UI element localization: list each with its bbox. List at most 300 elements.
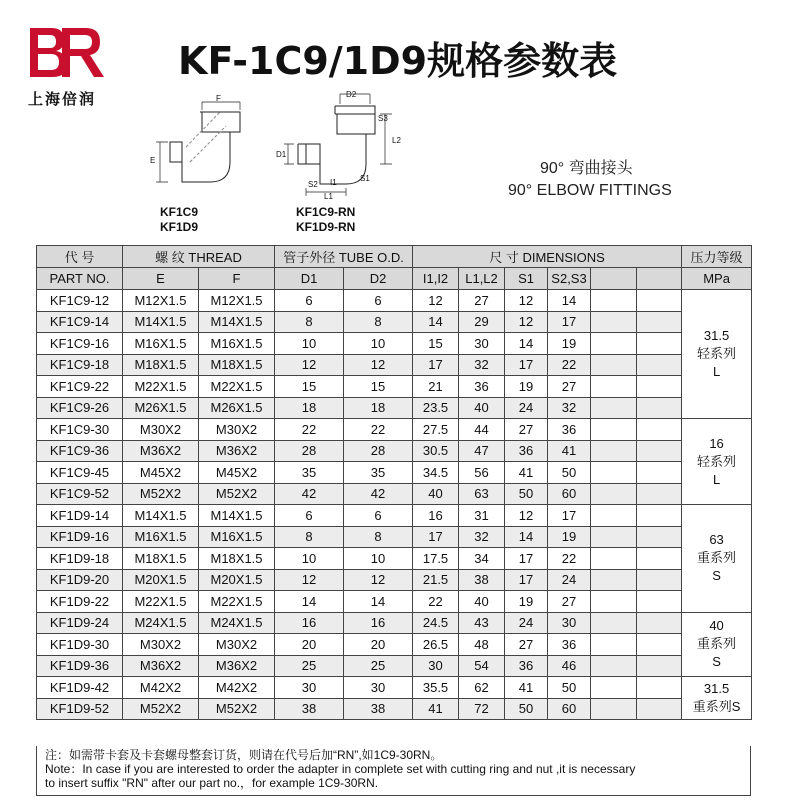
value-cell: 27: [548, 591, 591, 613]
page-title: KF-1C9/1D9规格参数表: [178, 39, 618, 83]
table-row: [37, 655, 752, 677]
value-cell: 14: [548, 290, 591, 312]
empty-cell: [637, 677, 682, 699]
empty-cell: [637, 655, 682, 677]
value-cell: M14X1.5: [123, 505, 199, 527]
value-cell: 22: [548, 354, 591, 376]
value-cell: M30X2: [199, 634, 275, 656]
left-caption-kf1d9: KF1D9: [160, 220, 199, 234]
table-row: [37, 333, 752, 355]
pressure-group-cell: [682, 677, 752, 720]
table-row: [37, 634, 752, 656]
value-cell: 17: [505, 548, 548, 570]
value-cell: 10: [275, 548, 344, 570]
header-thread: 螺 纹 THREAD: [123, 246, 275, 268]
value-cell: 30: [275, 677, 344, 699]
value-cell: M26X1.5: [123, 397, 199, 419]
empty-cell: [637, 354, 682, 376]
pressure-value: 63: [709, 532, 724, 548]
part-number-cell: KF1D9-52: [37, 698, 123, 720]
pressure-cn: 重系列: [697, 550, 737, 566]
pressure-code: L: [712, 364, 721, 379]
right-caption-kf1d9-rn: KF1D9-RN: [296, 220, 356, 234]
value-cell: 19: [548, 333, 591, 355]
table-row: [37, 569, 752, 591]
header-blank-1: [591, 268, 637, 290]
empty-cell: [591, 440, 637, 462]
value-cell: 30.5: [413, 440, 459, 462]
dim-label-s3: S3: [378, 114, 388, 123]
part-number-cell: KF1C9-26: [37, 397, 123, 419]
empty-cell: [637, 311, 682, 333]
value-cell: 12: [344, 569, 413, 591]
value-cell: M24X1.5: [199, 612, 275, 634]
value-cell: M16X1.5: [123, 526, 199, 548]
elbow-fitting-drawings: [130, 92, 430, 242]
value-cell: 30: [344, 677, 413, 699]
value-cell: 14: [505, 526, 548, 548]
table-row: [37, 419, 752, 441]
value-cell: 48: [459, 634, 505, 656]
value-cell: 43: [459, 612, 505, 634]
value-cell: 12: [344, 354, 413, 376]
empty-cell: [591, 354, 637, 376]
empty-cell: [591, 569, 637, 591]
value-cell: 10: [344, 333, 413, 355]
empty-cell: [637, 569, 682, 591]
value-cell: M22X1.5: [123, 376, 199, 398]
header-i: I1,I2: [413, 268, 459, 290]
value-cell: 34: [459, 548, 505, 570]
empty-cell: [591, 419, 637, 441]
pressure-cn: 轻系列: [697, 453, 737, 469]
table-header-row-1: [37, 246, 752, 268]
value-cell: 15: [344, 376, 413, 398]
empty-cell: [591, 655, 637, 677]
value-cell: 12: [505, 311, 548, 333]
table-row: [37, 698, 752, 720]
value-cell: 54: [459, 655, 505, 677]
value-cell: 24: [505, 397, 548, 419]
value-cell: 12: [275, 569, 344, 591]
table-row: [37, 483, 752, 505]
value-cell: 62: [459, 677, 505, 699]
pressure-value: 31.5: [703, 328, 730, 343]
table-row: [37, 591, 752, 613]
value-cell: M12X1.5: [199, 290, 275, 312]
value-cell: 46: [548, 655, 591, 677]
value-cell: 8: [275, 526, 344, 548]
empty-cell: [637, 591, 682, 613]
part-number-cell: KF1D9-30: [37, 634, 123, 656]
value-cell: 12: [413, 290, 459, 312]
value-cell: M20X1.5: [123, 569, 199, 591]
value-cell: 10: [344, 548, 413, 570]
value-cell: 27: [459, 290, 505, 312]
empty-cell: [591, 333, 637, 355]
header-pressure: 压力等级: [682, 246, 752, 268]
header-l: L1,L2: [459, 268, 505, 290]
empty-cell: [637, 612, 682, 634]
value-cell: M18X1.5: [199, 354, 275, 376]
empty-cell: [591, 290, 637, 312]
part-number-cell: KF1C9-22: [37, 376, 123, 398]
value-cell: 30: [459, 333, 505, 355]
value-cell: M22X1.5: [199, 591, 275, 613]
value-cell: 30: [413, 655, 459, 677]
value-cell: 25: [344, 655, 413, 677]
value-cell: 27: [505, 419, 548, 441]
value-cell: 17.5: [413, 548, 459, 570]
header-s23: S2,S3: [548, 268, 591, 290]
empty-cell: [591, 634, 637, 656]
empty-cell: [637, 376, 682, 398]
empty-cell: [637, 548, 682, 570]
value-cell: M52X2: [123, 483, 199, 505]
value-cell: M12X1.5: [123, 290, 199, 312]
value-cell: M36X2: [199, 655, 275, 677]
value-cell: M36X2: [123, 440, 199, 462]
value-cell: 20: [344, 634, 413, 656]
value-cell: 28: [344, 440, 413, 462]
part-number-cell: KF1C9-45: [37, 462, 123, 484]
value-cell: M52X2: [199, 698, 275, 720]
dim-label-d2: D2: [346, 90, 357, 99]
value-cell: 32: [459, 526, 505, 548]
empty-cell: [591, 698, 637, 720]
value-cell: M14X1.5: [199, 505, 275, 527]
value-cell: 38: [344, 698, 413, 720]
empty-cell: [591, 548, 637, 570]
order-note: [36, 746, 751, 796]
value-cell: 10: [275, 333, 344, 355]
value-cell: 35: [344, 462, 413, 484]
value-cell: 17: [413, 354, 459, 376]
value-cell: 17: [548, 505, 591, 527]
header-f: F: [199, 268, 275, 290]
value-cell: 72: [459, 698, 505, 720]
table-row: [37, 548, 752, 570]
value-cell: M30X2: [123, 634, 199, 656]
value-cell: 6: [275, 290, 344, 312]
empty-cell: [637, 419, 682, 441]
left-caption: [160, 205, 198, 235]
value-cell: 14: [413, 311, 459, 333]
part-number-cell: KF1D9-42: [37, 677, 123, 699]
part-number-cell: KF1D9-22: [37, 591, 123, 613]
value-cell: 27.5: [413, 419, 459, 441]
empty-cell: [637, 505, 682, 527]
value-cell: M20X1.5: [199, 569, 275, 591]
empty-cell: [591, 462, 637, 484]
value-cell: M14X1.5: [123, 311, 199, 333]
value-cell: 14: [505, 333, 548, 355]
empty-cell: [637, 483, 682, 505]
dim-label-d1: D1: [276, 150, 287, 159]
header-code: 代 号: [37, 246, 123, 268]
value-cell: 63: [459, 483, 505, 505]
value-cell: 17: [548, 311, 591, 333]
value-cell: 40: [459, 591, 505, 613]
part-number-cell: KF1C9-30: [37, 419, 123, 441]
value-cell: 60: [548, 698, 591, 720]
empty-cell: [591, 376, 637, 398]
value-cell: 16: [413, 505, 459, 527]
value-cell: 8: [344, 311, 413, 333]
part-number-cell: KF1C9-16: [37, 333, 123, 355]
pressure-value: 16: [709, 435, 724, 451]
table-row: [37, 354, 752, 376]
value-cell: M30X2: [123, 419, 199, 441]
dim-label-e: E: [150, 156, 156, 165]
dim-label-l1: L1: [324, 192, 333, 201]
part-number-cell: KF1D9-20: [37, 569, 123, 591]
pressure-code: L: [712, 471, 721, 487]
value-cell: 22: [413, 591, 459, 613]
value-cell: 19: [548, 526, 591, 548]
value-cell: M26X1.5: [199, 397, 275, 419]
pressure-value: 40: [709, 618, 724, 634]
dim-label-f: F: [216, 94, 221, 103]
empty-cell: [637, 526, 682, 548]
value-cell: 6: [344, 290, 413, 312]
value-cell: 6: [275, 505, 344, 527]
pressure-code: S: [712, 568, 721, 584]
note-cn: 注：如需带卡套及卡套螺母整套订货，则请在代号后加“RN”,如1C9-30RN。: [45, 748, 443, 762]
part-number-cell: KF1D9-36: [37, 655, 123, 677]
value-cell: 22: [344, 419, 413, 441]
value-cell: 30: [548, 612, 591, 634]
value-cell: 42: [344, 483, 413, 505]
fitting-description: [508, 158, 672, 202]
value-cell: 12: [505, 505, 548, 527]
right-caption: [296, 205, 355, 235]
table-row: [37, 462, 752, 484]
description-cn: 90° 弯曲接头: [540, 160, 633, 177]
value-cell: 22: [548, 548, 591, 570]
value-cell: 38: [459, 569, 505, 591]
value-cell: 17: [413, 526, 459, 548]
header-s1: S1: [505, 268, 548, 290]
value-cell: 18: [344, 397, 413, 419]
value-cell: M24X1.5: [123, 612, 199, 634]
value-cell: 50: [548, 677, 591, 699]
value-cell: 17: [505, 354, 548, 376]
header-d2: D2: [344, 268, 413, 290]
value-cell: 41: [505, 462, 548, 484]
pressure-code: S: [712, 654, 721, 670]
spec-table: [36, 245, 752, 720]
empty-cell: [591, 526, 637, 548]
value-cell: 12: [505, 290, 548, 312]
value-cell: 41: [548, 440, 591, 462]
value-cell: M36X2: [199, 440, 275, 462]
value-cell: 14: [275, 591, 344, 613]
table-row: [37, 677, 752, 699]
part-number-cell: KF1C9-52: [37, 483, 123, 505]
pressure-cn: 重系列: [697, 636, 737, 652]
value-cell: 35: [275, 462, 344, 484]
value-cell: 50: [548, 462, 591, 484]
header-mpa: MPa: [682, 268, 752, 290]
table-row: [37, 526, 752, 548]
part-number-cell: KF1C9-18: [37, 354, 123, 376]
value-cell: M16X1.5: [199, 333, 275, 355]
header-dimensions: 尺 寸 DIMENSIONS: [413, 246, 682, 268]
value-cell: 32: [548, 397, 591, 419]
empty-cell: [591, 397, 637, 419]
value-cell: 40: [413, 483, 459, 505]
value-cell: 16: [275, 612, 344, 634]
part-number-cell: KF1D9-16: [37, 526, 123, 548]
table-row: [37, 290, 752, 312]
dim-label-s2: S2: [308, 180, 318, 189]
value-cell: 6: [344, 505, 413, 527]
value-cell: 36: [505, 440, 548, 462]
value-cell: M52X2: [123, 698, 199, 720]
value-cell: 24: [548, 569, 591, 591]
value-cell: M45X2: [199, 462, 275, 484]
value-cell: 21: [413, 376, 459, 398]
value-cell: 36: [548, 634, 591, 656]
table-row: [37, 376, 752, 398]
value-cell: M42X2: [123, 677, 199, 699]
value-cell: M22X1.5: [199, 376, 275, 398]
dim-label-s1: S1: [360, 174, 370, 183]
empty-cell: [591, 677, 637, 699]
value-cell: M18X1.5: [123, 548, 199, 570]
right-caption-kf1c9-rn: KF1C9-RN: [296, 205, 356, 219]
value-cell: 26.5: [413, 634, 459, 656]
header-e: E: [123, 268, 199, 290]
value-cell: 32: [459, 354, 505, 376]
part-number-cell: KF1D9-18: [37, 548, 123, 570]
value-cell: 35.5: [413, 677, 459, 699]
empty-cell: [637, 397, 682, 419]
value-cell: 50: [505, 483, 548, 505]
company-name: 上海倍润: [28, 90, 97, 108]
value-cell: 47: [459, 440, 505, 462]
value-cell: 60: [548, 483, 591, 505]
value-cell: 27: [548, 376, 591, 398]
empty-cell: [637, 333, 682, 355]
value-cell: 8: [275, 311, 344, 333]
table-row: [37, 440, 752, 462]
table-row: [37, 505, 752, 527]
empty-cell: [637, 290, 682, 312]
value-cell: M16X1.5: [123, 333, 199, 355]
value-cell: 8: [344, 526, 413, 548]
fitting-line-drawing: [130, 92, 430, 204]
value-cell: 23.5: [413, 397, 459, 419]
value-cell: 14: [344, 591, 413, 613]
br-logo-mark: [22, 22, 112, 82]
pressure-value: 31.5: [703, 681, 730, 696]
empty-cell: [591, 612, 637, 634]
empty-cell: [591, 311, 637, 333]
empty-cell: [637, 462, 682, 484]
pressure-cn: 重系列S: [692, 699, 741, 714]
value-cell: 16: [344, 612, 413, 634]
value-cell: 36: [505, 655, 548, 677]
value-cell: 36: [459, 376, 505, 398]
pressure-group-cell: [682, 419, 752, 505]
pressure-cn: 轻系列: [697, 346, 737, 361]
value-cell: M36X2: [123, 655, 199, 677]
header-part-no: PART NO.: [37, 268, 123, 290]
value-cell: 15: [413, 333, 459, 355]
value-cell: M18X1.5: [123, 354, 199, 376]
value-cell: 41: [505, 677, 548, 699]
value-cell: 40: [459, 397, 505, 419]
empty-cell: [591, 505, 637, 527]
part-number-cell: KF1D9-14: [37, 505, 123, 527]
note-en-line2: to insert suffix "RN" after our part no.，for example 1C9-30RN.: [45, 776, 379, 790]
value-cell: 17: [505, 569, 548, 591]
value-cell: 41: [413, 698, 459, 720]
dim-label-i1: I1: [330, 178, 337, 187]
empty-cell: [637, 440, 682, 462]
table-header-row-2: [37, 268, 752, 290]
description-en: 90° ELBOW FITTINGS: [508, 182, 672, 199]
value-cell: M45X2: [123, 462, 199, 484]
note-en-line1: Note：In case if you are interested to order the adapter in complete set with cutting ring and nut ,it is necessary: [45, 762, 636, 776]
part-number-cell: KF1C9-36: [37, 440, 123, 462]
value-cell: 34.5: [413, 462, 459, 484]
value-cell: M42X2: [199, 677, 275, 699]
value-cell: 50: [505, 698, 548, 720]
part-number-cell: KF1D9-24: [37, 612, 123, 634]
value-cell: 25: [275, 655, 344, 677]
part-number-cell: KF1C9-12: [37, 290, 123, 312]
header-tube: 管子外径 TUBE O.D.: [275, 246, 413, 268]
value-cell: M18X1.5: [199, 548, 275, 570]
left-caption-kf1c9: KF1C9: [160, 205, 199, 219]
pressure-group-cell: [682, 290, 752, 419]
value-cell: M14X1.5: [199, 311, 275, 333]
empty-cell: [591, 483, 637, 505]
value-cell: 21.5: [413, 569, 459, 591]
table-row: [37, 612, 752, 634]
value-cell: 28: [275, 440, 344, 462]
pressure-group-cell: [682, 612, 752, 677]
value-cell: M22X1.5: [123, 591, 199, 613]
value-cell: 42: [275, 483, 344, 505]
value-cell: 12: [275, 354, 344, 376]
value-cell: 22: [275, 419, 344, 441]
header-blank-2: [637, 268, 682, 290]
value-cell: M16X1.5: [199, 526, 275, 548]
header-d1: D1: [275, 268, 344, 290]
value-cell: M52X2: [199, 483, 275, 505]
value-cell: 44: [459, 419, 505, 441]
value-cell: 36: [548, 419, 591, 441]
value-cell: 56: [459, 462, 505, 484]
table-row: [37, 311, 752, 333]
value-cell: 24.5: [413, 612, 459, 634]
value-cell: 20: [275, 634, 344, 656]
value-cell: M30X2: [199, 419, 275, 441]
value-cell: 15: [275, 376, 344, 398]
value-cell: 19: [505, 376, 548, 398]
empty-cell: [637, 634, 682, 656]
value-cell: 27: [505, 634, 548, 656]
empty-cell: [591, 591, 637, 613]
dim-label-l2: L2: [392, 136, 401, 145]
pressure-group-cell: [682, 505, 752, 613]
empty-cell: [637, 698, 682, 720]
value-cell: 38: [275, 698, 344, 720]
